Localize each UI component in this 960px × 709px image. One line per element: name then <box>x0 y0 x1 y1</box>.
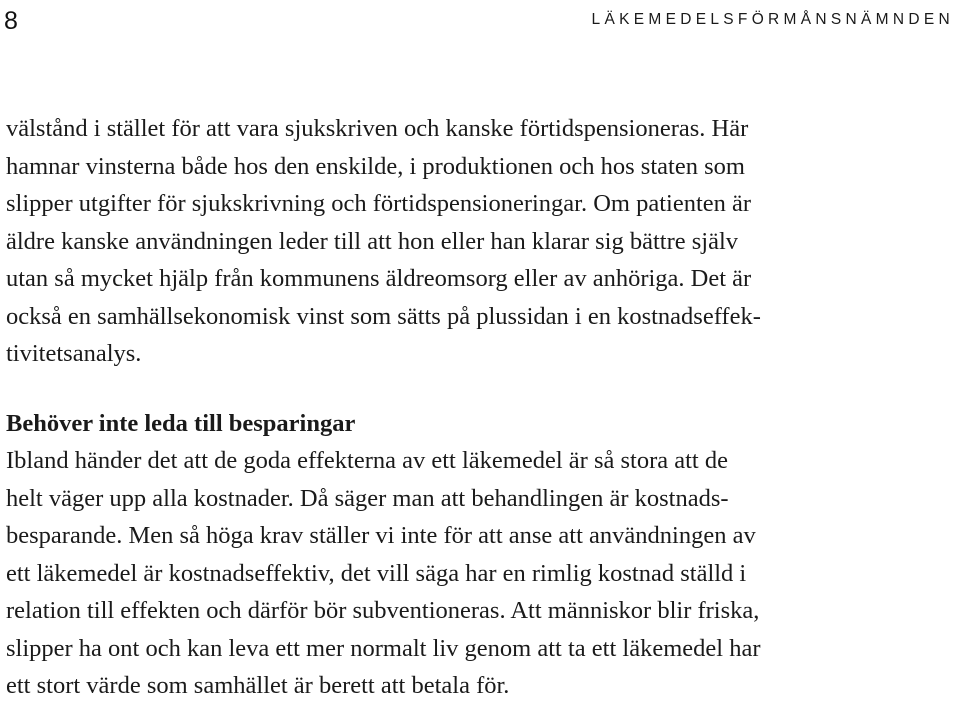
text-line: äldre kanske användningen leder till att hon eller han klarar sig bättre själv <box>6 227 739 255</box>
text-line: helt väger upp alla kostnader. Då säger man att behandlingen är kostnads- <box>6 484 729 512</box>
text-line: slipper ha ont och kan leva ett mer normalt liv genom att ta ett läkemedel har <box>6 634 761 662</box>
page-header <box>0 6 960 38</box>
text-line: Ibland händer det att de goda effekterna av ett läkemedel är så stora att de <box>6 447 728 474</box>
text-line: ett stort värde som samhället är berett att betala för. <box>6 672 510 699</box>
paragraph-intro <box>6 110 956 373</box>
section-heading: Behöver inte leda till besparingar <box>6 409 356 437</box>
body-text <box>6 110 956 705</box>
text-line: hamnar vinsterna både hos den enskilde, i produktionen och hos staten som <box>6 152 745 180</box>
text-line: besparande. Men så höga krav ställer vi inte för att anse att användningen av <box>6 522 756 549</box>
text-line: ett läkemedel är kostnadseffektiv, det vill säga har en rimlig kostnad ställd i <box>6 559 747 587</box>
text-line: relation till effekten och därför bör subventioneras. Att människor blir friska, <box>6 597 760 624</box>
text-line: tivitetsanalys. <box>6 340 142 367</box>
text-line: utan så mycket hjälp från kommunens äldreomsorg eller av anhöriga. Det är <box>6 265 752 292</box>
text-line: också en samhällsekonomisk vinst som sätts på plussidan i en kostnadseffek- <box>6 302 761 330</box>
page-number: 8 <box>4 7 18 35</box>
section-savings <box>6 405 956 705</box>
text-line: välstånd i stället för att vara sjukskriven och kanske förtidspensioneras. Här <box>6 115 749 142</box>
section-spacer <box>6 373 956 405</box>
running-head: LÄKEMEDELSFÖRMÅNSNÄMNDEN <box>591 11 954 28</box>
text-line: slipper utgifter för sjukskrivning och förtidspensioneringar. Om patienten är <box>6 190 752 217</box>
